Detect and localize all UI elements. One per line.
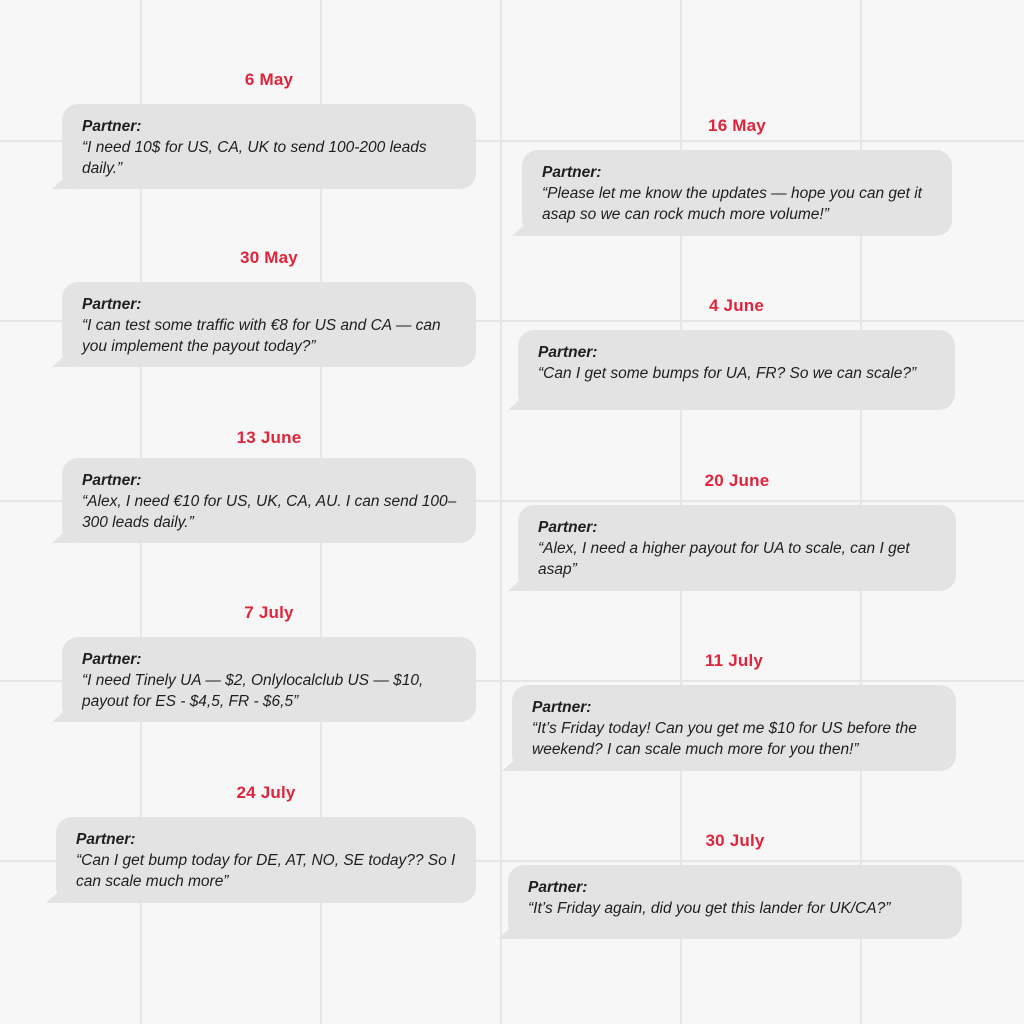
sender-label: Partner: [538, 344, 598, 361]
message-date: 20 June [704, 471, 770, 490]
message-item [62, 603, 476, 723]
sender-label: Partner: [542, 164, 602, 181]
message-text: “It’s Friday again, did you get this lander for UK/CA?” [528, 900, 891, 917]
message-bubble [62, 637, 476, 722]
message-date: 24 July [236, 783, 296, 802]
message-item [512, 651, 956, 773]
message-date: 6 May [244, 70, 294, 89]
message-item [62, 70, 476, 190]
message-date: 13 June [236, 428, 302, 447]
message-date: 7 July [244, 603, 294, 622]
message-date: 16 May [708, 116, 766, 135]
message-text: “Alex, I need a higher payout for UA to scale, can I get asap” [538, 540, 910, 578]
sender-label: Partner: [82, 651, 142, 668]
message-text: “I need 10$ for US, CA, UK to send 100-200 leads daily.” [82, 139, 427, 177]
message-text: “I need Tinely UA — $2, Onlylocalclub US — $10, payout for ES - $4,5, FR - $6,5” [82, 672, 424, 710]
message-text: “Alex, I need €10 for US, UK, CA, AU. I can send 100–300 leads daily.” [82, 493, 457, 531]
message-text: “Can I get bump today for DE, AT, NO, SE today?? So I can scale much more” [76, 852, 456, 890]
message-bubble [62, 458, 476, 543]
sender-label: Partner: [82, 296, 142, 313]
sender-label: Partner: [82, 118, 142, 135]
message-date: 30 May [240, 248, 298, 267]
message-text: “Can I get some bumps for UA, FR? So we can scale?” [538, 365, 917, 382]
message-bubble [522, 150, 952, 236]
message-text: “It’s Friday today! Can you get me $10 for US before the weekend? I can scale much more for you then!” [532, 720, 917, 758]
message-item [518, 296, 955, 412]
message-date: 11 July [704, 651, 764, 670]
message-date: 30 July [705, 831, 765, 850]
sender-label: Partner: [82, 472, 142, 489]
message-item [518, 471, 956, 593]
message-bubble [508, 865, 962, 939]
sender-label: Partner: [76, 831, 136, 848]
message-date: 4 June [708, 296, 765, 315]
message-bubble [62, 282, 476, 367]
message-item [522, 116, 952, 238]
message-bubble [518, 505, 956, 591]
sender-label: Partner: [538, 519, 598, 536]
message-bubble [518, 330, 955, 410]
message-item [62, 428, 476, 548]
message-item [508, 831, 962, 941]
sender-label: Partner: [532, 699, 592, 716]
message-text: “I can test some traffic with €8 for US and CA — can you implement the payout today?” [82, 317, 441, 355]
message-bubble [56, 817, 476, 903]
message-item [56, 783, 476, 905]
message-item [62, 248, 476, 368]
message-text: “Please let me know the updates — hope you can get it asap so we can rock much more volume!” [542, 185, 922, 223]
sender-label: Partner: [528, 879, 588, 896]
message-bubble [62, 104, 476, 189]
message-bubble [512, 685, 956, 771]
